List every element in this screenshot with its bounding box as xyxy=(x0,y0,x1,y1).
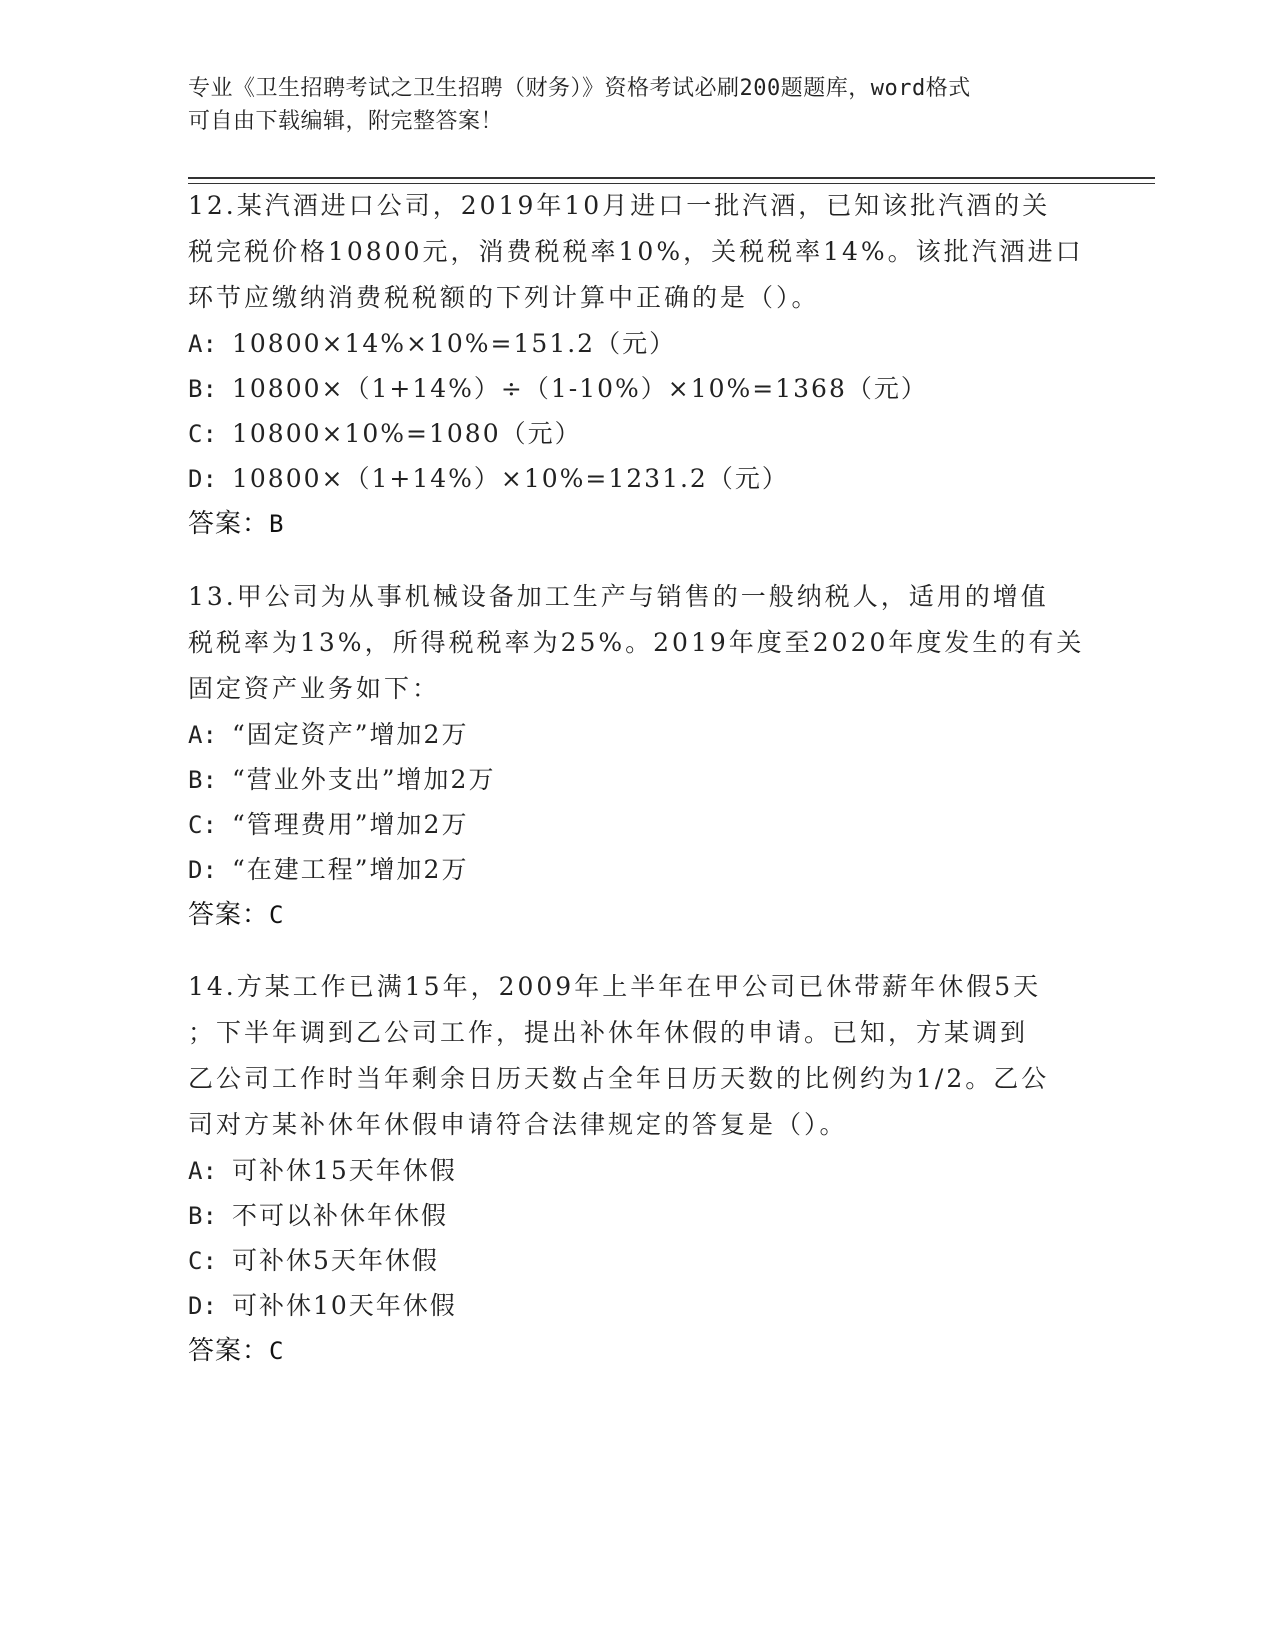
option-d xyxy=(188,456,1068,501)
option-a xyxy=(188,1148,1068,1193)
option-text: 不可以补休年休假 xyxy=(232,1201,449,1230)
option-c xyxy=(188,411,1068,456)
question-text-line: 13.甲公司为从事机械设备加工生产与销售的一般纳税人，适用的增值 xyxy=(188,582,1049,611)
header-line-1: 专业《卫生招聘考试之卫生招聘（财务）》资格考试必刷200题题库，word格式 xyxy=(188,76,971,101)
answer-line xyxy=(188,501,1068,547)
option-text: “固定资产”增加2万 xyxy=(232,720,469,749)
option-letter: C: xyxy=(188,420,217,448)
question-text-line: 14.方某工作已满15年，2009年上半年在甲公司已休带薪年休假5天 xyxy=(188,972,1042,1001)
option-text: “管理费用”增加2万 xyxy=(232,810,469,839)
option-text: 10800×（1+14%）×10%=1231.2（元） xyxy=(232,464,789,493)
option-letter: B: xyxy=(188,766,217,794)
option-text: 10800×14%×10%=151.2（元） xyxy=(232,329,677,358)
question-13 xyxy=(188,574,1085,938)
question-text-line: 乙公司工作时当年剩余日历天数占全年日历天数的比例约为1/2。乙公 xyxy=(188,1064,1050,1093)
question-text-line: 12.某汽酒进口公司，2019年10月进口一批汽酒，已知该批汽酒的关 xyxy=(188,191,1051,220)
question-12 xyxy=(188,183,1084,547)
option-b xyxy=(188,1193,1068,1238)
answer-value: C xyxy=(269,901,285,929)
option-a xyxy=(188,321,1068,366)
answer-line xyxy=(188,1328,1068,1374)
answer-label: 答案： xyxy=(188,509,270,539)
option-letter: D: xyxy=(188,856,217,884)
question-text-line: 税税率为13%，所得税税率为25%。2019年度至2020年度发生的有关 xyxy=(188,628,1085,657)
question-text-line: 司对方某补休年休假申请符合法律规定的答复是（）。 xyxy=(188,1110,848,1139)
option-letter: C: xyxy=(188,811,217,839)
option-text: “在建工程”增加2万 xyxy=(232,855,469,884)
option-c xyxy=(188,1238,1068,1283)
answer-label: 答案： xyxy=(188,1336,270,1366)
option-text: “营业外支出”增加2万 xyxy=(232,765,496,794)
option-text: 10800×10%=1080（元） xyxy=(232,419,582,448)
option-letter: C: xyxy=(188,1247,217,1275)
answer-label: 答案： xyxy=(188,900,270,930)
question-14 xyxy=(188,964,1068,1374)
option-b xyxy=(188,757,1068,802)
option-text: 可补休5天年休假 xyxy=(232,1246,439,1275)
option-c xyxy=(188,802,1068,847)
option-text: 可补休15天年休假 xyxy=(232,1156,457,1185)
option-text: 可补休10天年休假 xyxy=(232,1291,457,1320)
option-letter: A: xyxy=(188,330,217,358)
question-text-line: 固定资产业务如下： xyxy=(188,674,441,703)
answer-value: B xyxy=(269,510,285,538)
option-letter: A: xyxy=(188,1157,217,1185)
answer-value: C xyxy=(269,1337,285,1365)
option-letter: D: xyxy=(188,465,217,493)
header-line-2: 可自由下载编辑，附完整答案！ xyxy=(188,109,504,134)
document-header xyxy=(188,72,1068,138)
question-text-line: 税完税价格10800元，消费税税率10%，关税税率14%。该批汽酒进口 xyxy=(188,237,1084,266)
question-text-line: 环节应缴纳消费税税额的下列计算中正确的是（）。 xyxy=(188,283,820,312)
option-d xyxy=(188,847,1068,892)
option-letter: B: xyxy=(188,375,217,403)
option-letter: B: xyxy=(188,1202,217,1230)
option-text: 10800×（1+14%）÷（1-10%）×10%=1368（元） xyxy=(232,374,928,403)
option-letter: D: xyxy=(188,1292,217,1320)
answer-line xyxy=(188,892,1068,938)
option-b xyxy=(188,366,1068,411)
option-d xyxy=(188,1283,1068,1328)
option-a xyxy=(188,712,1068,757)
option-letter: A: xyxy=(188,721,217,749)
question-text-line: ；下半年调到乙公司工作，提出补休年休假的申请。已知，方某调到 xyxy=(188,1018,1029,1047)
header-divider-thick xyxy=(188,177,1155,179)
